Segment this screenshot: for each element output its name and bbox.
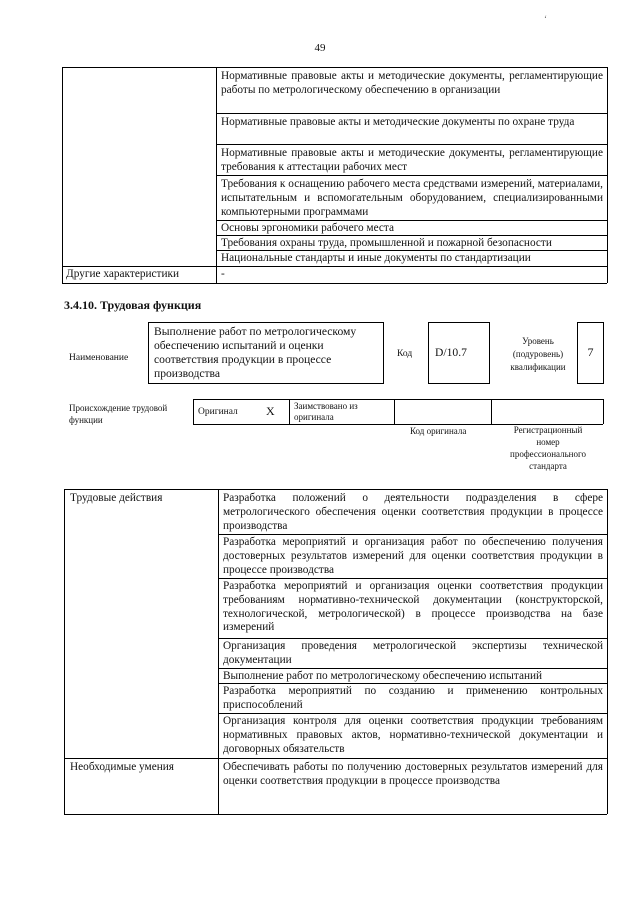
- row-divider: [216, 144, 607, 145]
- code-label: Код: [397, 349, 413, 359]
- other-characteristics-value: -: [221, 268, 225, 280]
- code-value: D/10.7: [435, 346, 467, 359]
- requirement-item: Национальные стандарты и иные документы по стандартизации: [221, 252, 531, 264]
- table-border: [607, 67, 608, 283]
- row-divider: [218, 534, 607, 535]
- table-border: [62, 67, 607, 68]
- requirement-item: Нормативные правовые акты и методические документы, регламентирующие работы по метрологическому обеспечению в организации: [221, 70, 603, 96]
- origin-border: [603, 399, 604, 424]
- table-border: [607, 489, 608, 814]
- row-divider: [216, 175, 607, 176]
- origin-border: [491, 399, 492, 424]
- table-border: [62, 67, 63, 283]
- code-original-caption: Код оригинала: [410, 426, 467, 436]
- labor-action-item: Организация проведения метрологической экспертизы технической документации: [223, 640, 603, 666]
- table-border: [64, 489, 607, 490]
- labor-action-item: Разработка мероприятий по созданию и применению контрольных приспособлений: [223, 685, 603, 711]
- row-divider: [218, 638, 607, 639]
- row-divider: [218, 578, 607, 579]
- original-mark: X: [266, 404, 275, 418]
- labor-action-item: Разработка мероприятий и организация работ по обеспечению получения достоверных результатов измерений для оценки соответствия продукции в процессе производства: [223, 536, 603, 576]
- row-divider: [218, 668, 607, 669]
- labor-action-item: Выполнение работ по метрологическому обеспечению испытаний: [223, 670, 543, 682]
- requirement-item: Нормативные правовые акты и методические документы по охране труда: [221, 116, 575, 128]
- reg-number-caption: Регистрационный номер профессионального стандарта: [510, 425, 586, 471]
- row-divider: [218, 713, 607, 714]
- function-name: Выполнение работ по метрологическому обеспечению испытаний и оценки соответствия продукции в процессе производства: [154, 325, 357, 380]
- table-border: [64, 814, 607, 815]
- row-divider: [64, 758, 607, 759]
- origin-border: [289, 399, 290, 424]
- requirement-item: Нормативные правовые акты и методические документы, регламентирующие требования к аттестации рабочих мест: [221, 147, 603, 173]
- level-value: 7: [587, 345, 594, 359]
- table-border: [62, 283, 607, 284]
- origin-border: [193, 399, 194, 424]
- section-title: 3.4.10. Трудовая функция: [64, 298, 202, 312]
- skills-label: Необходимые умения: [70, 761, 174, 773]
- corner-mark: ‘: [544, 14, 547, 24]
- row-divider: [62, 266, 607, 267]
- labor-actions-label: Трудовые действия: [70, 492, 163, 504]
- name-label: Наименование: [69, 353, 129, 363]
- origin-border: [193, 399, 603, 400]
- labor-action-item: Разработка положений о деятельности подразделения в сфере метрологического обеспечения оценки соответствия продукции в процессе производства: [223, 492, 603, 532]
- level-label: Уровень (подуровень) квалификации: [510, 336, 566, 372]
- original-label: Оригинал: [198, 407, 238, 417]
- row-divider: [216, 113, 607, 114]
- requirement-item: Требования к оснащению рабочего места средствами измерений, материалами, испытательным и вспомогательным оборудованием, специализированными компьютерными программами: [221, 178, 603, 218]
- table-border: [64, 489, 65, 814]
- requirement-item: Основы эргономики рабочего места: [221, 222, 394, 234]
- skill-item: Обеспечивать работы по получению достоверных результатов измерений для оценки соответствия продукции в процессе производства: [223, 761, 603, 787]
- borrowed-label: Заимствовано из оригинала: [294, 401, 358, 422]
- page-number: 49: [314, 42, 326, 54]
- labor-action-item: Организация контроля для оценки соответствия продукции требованиям нормативных правовых актов, нормативно-технической документации и договорных обязательств: [223, 715, 603, 755]
- origin-label: Происхождение трудовой функции: [69, 403, 168, 425]
- row-divider: [216, 220, 607, 221]
- table-border: [218, 489, 219, 814]
- requirement-item: Требования охраны труда, промышленной и пожарной безопасности: [221, 237, 552, 249]
- other-characteristics-label: Другие характеристики: [66, 268, 180, 280]
- origin-border: [394, 399, 395, 424]
- labor-action-item: Разработка мероприятий и организация оценки соответствия продукции требованиям нормативно-технической документации (конструкторской, технологической, метрологической) в процессе производства на базе измерений: [223, 580, 603, 634]
